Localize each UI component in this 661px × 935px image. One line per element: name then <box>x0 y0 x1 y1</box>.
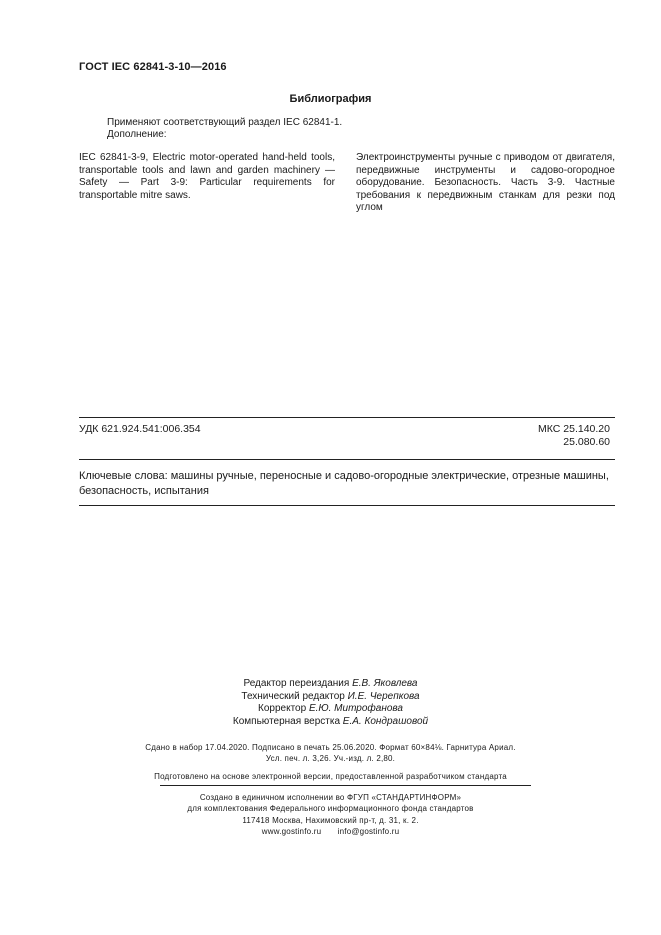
staff-name: Е.В. Яковлева <box>352 678 418 689</box>
mks-line: МКС 25.140.20 <box>538 423 610 435</box>
website-link[interactable]: www.gostinfo.ru <box>261 827 322 836</box>
bibliography-title: Библиография <box>289 93 372 105</box>
udk-code: УДК 621.924.541:006.354 <box>79 423 201 435</box>
email-link[interactable]: info@gostinfo.ru <box>337 827 400 836</box>
staff-line <box>0 716 661 729</box>
staff-role: Корректор <box>258 703 307 714</box>
intro-line: Дополнение: <box>107 129 167 140</box>
contact-links <box>262 826 399 837</box>
publisher-address <box>0 815 661 837</box>
bibliography-entry-en: IEC 62841-3-9, Electric motor-operated hand-held tools, transportable tools and lawn and garden machinery — Safety — Part 3-9: Particular requirements for transportable mitre saws. <box>79 152 335 201</box>
staff-line <box>0 703 661 716</box>
mks-line: 25.080.60 <box>563 436 610 448</box>
keywords: Ключевые слова: машины ручные, переносные и садово-огородные электрические, отрезные машины, безопасность, испытания <box>79 470 609 497</box>
publisher-info <box>0 792 661 814</box>
publisher-line: Создано в единичном исполнении во ФГУП «СТАНДАРТИНФОРМ» <box>199 793 462 802</box>
bibliography-entry-ru: Электроинструменты ручные с приводом от двигателя, передвижные инструменты и садово-огородное оборудование. Безопасность. Часть 3-9. Частные требования к передвижным станкам для резки под углом <box>356 152 615 213</box>
staff-role: Компьютерная верстка <box>232 715 341 727</box>
editorial-staff <box>0 678 661 728</box>
staff-name: И.Е. Черепкова <box>347 690 420 702</box>
staff-line <box>0 678 661 691</box>
staff-line <box>0 691 661 704</box>
bibliography-intro <box>107 117 342 141</box>
prepared-note: Подготовлено на основе электронной версии, предоставленной разработчиком стандарта <box>154 772 507 781</box>
staff-role: Редактор переиздания <box>243 678 350 689</box>
divider-bottom <box>79 505 615 506</box>
staff-role: Технический редактор <box>241 690 345 702</box>
divider-middle <box>79 459 615 460</box>
print-details <box>0 742 661 764</box>
publisher-line: для комплектования Федерального информационного фонда стандартов <box>187 804 474 813</box>
divider-imprint <box>160 785 531 786</box>
staff-name: Е.Ю. Митрофанова <box>308 703 403 714</box>
standard-code: ГОСТ IEC 62841-3-10—2016 <box>79 61 227 73</box>
address-line: 117418 Москва, Нахимовский пр-т, д. 31, к. 2. <box>242 816 419 825</box>
print-line: Усл. печ. л. 3,26. Уч.-изд. л. 2,80. <box>265 754 396 763</box>
divider-top <box>79 417 615 418</box>
print-line: Сдано в набор 17.04.2020. Подписано в печать 25.06.2020. Формат 60×84⅛. Гарнитура Ариал. <box>145 743 516 752</box>
intro-line: Применяют соответствующий раздел IEC 62841-1. <box>107 117 343 128</box>
mks-codes <box>430 423 610 449</box>
staff-name: Е.А. Кондрашовой <box>342 715 429 727</box>
